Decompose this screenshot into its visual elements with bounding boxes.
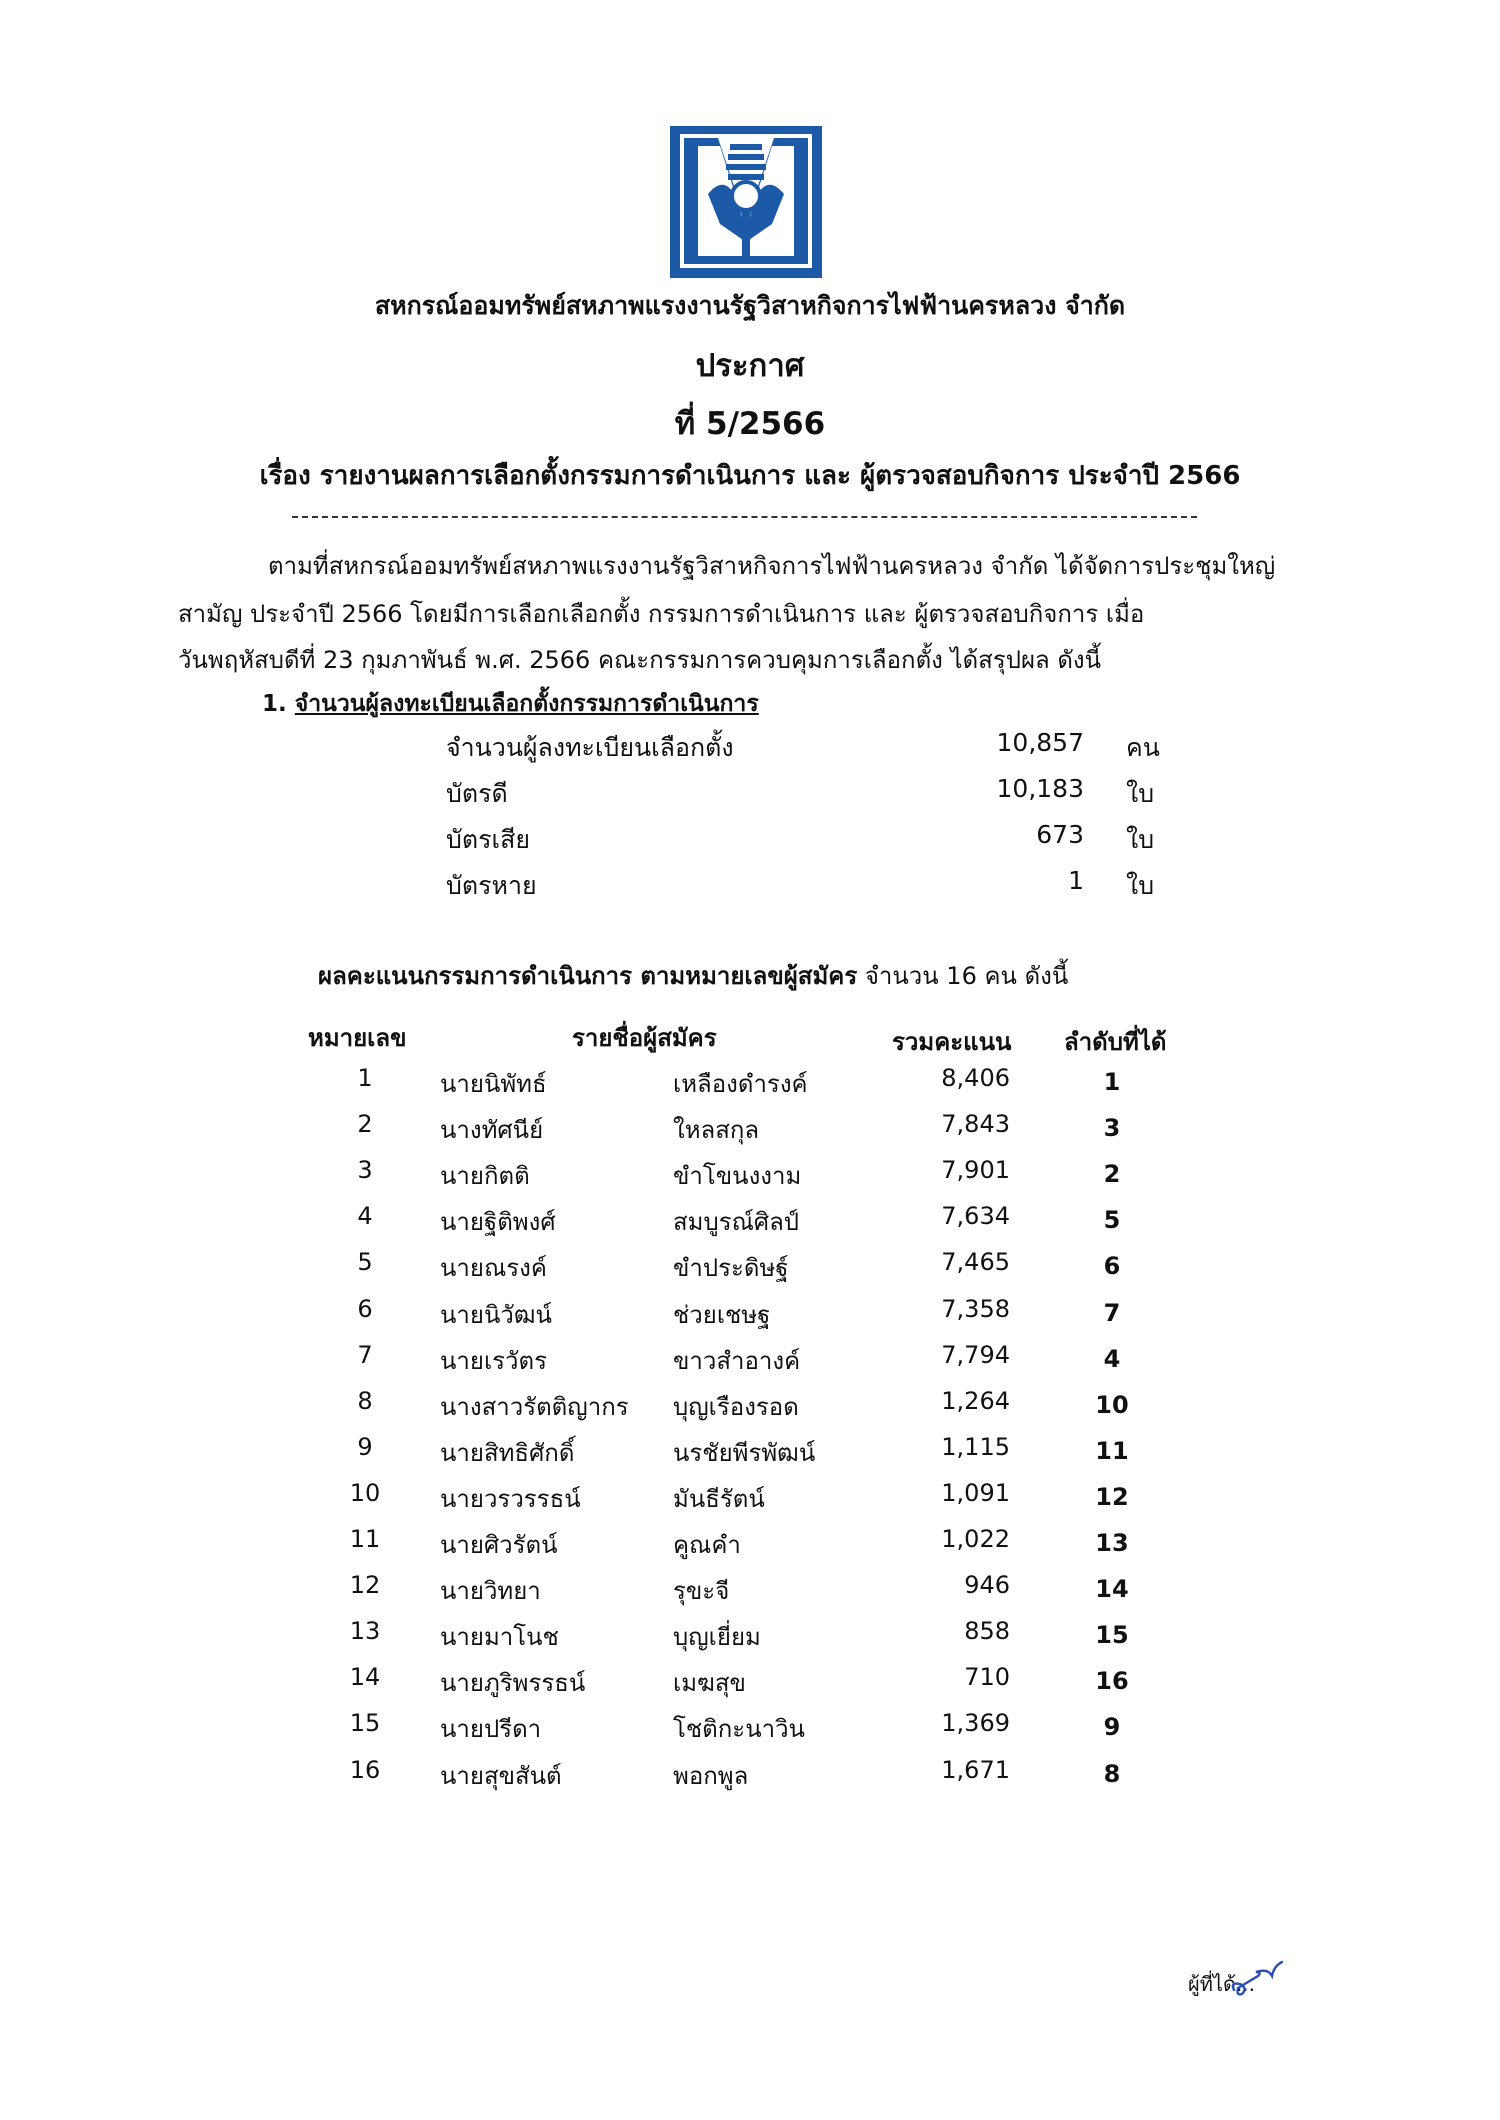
candidate-first-name: นายศิวรัตน์ bbox=[440, 1531, 558, 1559]
table-row bbox=[0, 1479, 1500, 1525]
cooperative-logo bbox=[668, 124, 824, 280]
table-row bbox=[0, 1295, 1500, 1341]
candidate-last-name: พอกพูล bbox=[673, 1761, 749, 1790]
candidate-first-name: นายภูริพรรธน์ bbox=[440, 1669, 586, 1698]
dashed-divider bbox=[292, 516, 1197, 518]
candidate-number: 15 bbox=[349, 1709, 381, 1738]
candidate-rank: 1 bbox=[1103, 1068, 1121, 1096]
candidate-first-name: นายปรีดา bbox=[440, 1715, 542, 1744]
candidate-number: 5 bbox=[357, 1248, 373, 1277]
organization-name: สหกรณ์ออมทรัพย์สหภาพแรงงานรัฐวิสาหกิจการไฟฟ้านครหลวง จำกัด bbox=[374, 291, 1126, 320]
candidate-score: 7,843 bbox=[941, 1110, 1010, 1139]
candidate-first-name: นายกิตติ bbox=[440, 1162, 530, 1191]
candidate-last-name: ช่วยเชษฐ bbox=[673, 1300, 771, 1329]
candidate-last-name: ขำประดิษฐ์ bbox=[673, 1254, 789, 1283]
candidate-last-name: เหลืองดำรงค์ bbox=[673, 1070, 808, 1098]
candidate-score: 7,794 bbox=[941, 1340, 1010, 1369]
candidate-rank: 16 bbox=[1095, 1667, 1129, 1696]
announcement-subject: เรื่อง รายงานผลการเลือกตั้งกรรมการดำเนินการ และ ผู้ตรวจสอบกิจการ ประจำปี 2566 bbox=[259, 461, 1241, 491]
table-row bbox=[0, 1064, 1500, 1110]
stat-label: บัตรเสีย bbox=[446, 825, 530, 854]
candidate-last-name: ขำโขนงงาม bbox=[673, 1162, 802, 1191]
candidate-first-name: นายมาโนช bbox=[440, 1623, 559, 1652]
candidate-last-name: เมฆสุข bbox=[673, 1669, 746, 1698]
candidate-first-name: นายฐิติพงศ์ bbox=[440, 1208, 556, 1237]
stat-unit: คน bbox=[1126, 733, 1160, 762]
signature-initials bbox=[1228, 1958, 1288, 2002]
candidate-last-name: บุญเยี่ยม bbox=[673, 1623, 761, 1652]
results-heading bbox=[318, 956, 1068, 995]
candidate-first-name: นายสิทธิศักดิ์ bbox=[440, 1438, 575, 1467]
candidate-rank: 14 bbox=[1095, 1575, 1129, 1604]
table-row bbox=[0, 1248, 1500, 1294]
stat-unit: ใบ bbox=[1126, 779, 1155, 808]
table-row bbox=[0, 1663, 1500, 1709]
candidate-score: 1,022 bbox=[941, 1525, 1010, 1553]
candidate-first-name: นายนิวัฒน์ bbox=[440, 1300, 552, 1329]
candidate-number: 13 bbox=[349, 1617, 381, 1646]
candidate-score: 7,901 bbox=[941, 1156, 1010, 1185]
cooperative-emblem-icon bbox=[668, 124, 824, 280]
body-line-1: ตามที่สหกรณ์ออมทรัพย์สหภาพแรงงานรัฐวิสาหกิจการไฟฟ้านครหลวง จำกัด ได้จัดการประชุมใหญ่ bbox=[268, 552, 1276, 580]
candidate-number: 14 bbox=[349, 1663, 381, 1692]
column-header-name: รายชื่อผู้สมัคร bbox=[572, 1024, 717, 1052]
candidate-rank: 12 bbox=[1095, 1482, 1129, 1511]
table-row bbox=[0, 1156, 1500, 1202]
candidate-first-name: นายวรวรรธน์ bbox=[440, 1484, 581, 1513]
candidate-last-name: ขาวสำอางค์ bbox=[673, 1346, 801, 1375]
candidate-score: 1,264 bbox=[941, 1386, 1010, 1415]
section-1-title: จำนวนผู้ลงทะเบียนเลือกตั้งกรรมการดำเนินการ bbox=[294, 691, 759, 717]
candidate-rank: 15 bbox=[1095, 1621, 1129, 1650]
candidate-number: 2 bbox=[357, 1110, 373, 1139]
stat-value: 10,183 bbox=[996, 774, 1084, 803]
stat-row-registered bbox=[0, 728, 1500, 774]
candidate-number: 10 bbox=[349, 1478, 381, 1507]
candidate-number: 1 bbox=[357, 1064, 373, 1092]
stat-label: จำนวนผู้ลงทะเบียนเลือกตั้ง bbox=[446, 733, 734, 762]
candidate-last-name: รุขะจี bbox=[673, 1577, 730, 1606]
candidate-score: 946 bbox=[964, 1571, 1010, 1600]
candidate-last-name: คูณคำ bbox=[673, 1531, 741, 1559]
stat-value: 673 bbox=[1036, 820, 1084, 849]
stat-row-invalid bbox=[0, 820, 1500, 866]
stat-unit: ใบ bbox=[1126, 871, 1155, 900]
table-row bbox=[0, 1617, 1500, 1663]
announcement-title: ประกาศ bbox=[695, 348, 805, 384]
candidate-score: 7,465 bbox=[941, 1248, 1010, 1277]
candidate-rank: 8 bbox=[1103, 1759, 1121, 1788]
continuation-text: ผู้ที่ได้... bbox=[1188, 1972, 1256, 1996]
candidate-number: 6 bbox=[357, 1294, 373, 1323]
stat-label: บัตรหาย bbox=[446, 871, 537, 900]
body-line-3: วันพฤหัสบดีที่ 23 กุมภาพันธ์ พ.ศ. 2566 คณะกรรมการควบคุมการเลือกตั้ง ได้สรุปผล ดังนี้ bbox=[178, 646, 1102, 674]
results-heading-rest: จำนวน 16 คน ดังนี้ bbox=[857, 962, 1069, 990]
column-header-score: รวมคะแนน bbox=[892, 1028, 1012, 1056]
candidate-rank: 2 bbox=[1103, 1160, 1121, 1189]
candidate-first-name: นางสาวรัตติญากร bbox=[440, 1392, 629, 1421]
candidate-number: 9 bbox=[357, 1432, 373, 1461]
section-1-number: 1. bbox=[262, 691, 287, 717]
announcement-number: ที่ 5/2566 bbox=[674, 406, 826, 442]
stat-row-valid bbox=[0, 774, 1500, 820]
candidate-first-name: นายเรวัตร bbox=[440, 1346, 547, 1375]
candidate-rank: 13 bbox=[1095, 1529, 1129, 1557]
candidate-rank: 3 bbox=[1103, 1114, 1121, 1143]
stat-label: บัตรดี bbox=[446, 779, 508, 808]
candidate-score: 8,406 bbox=[941, 1064, 1010, 1092]
candidate-score: 7,634 bbox=[941, 1202, 1010, 1231]
candidate-last-name: สมบูรณ์ศิลป์ bbox=[673, 1208, 800, 1237]
stat-row-lost bbox=[0, 866, 1500, 912]
column-header-rank: ลำดับที่ได้ bbox=[1064, 1028, 1167, 1056]
stat-value: 1 bbox=[1068, 866, 1084, 895]
body-line-2: สามัญ ประจำปี 2566 โดยมีการเลือกเลือกตั้ง กรรมการดำเนินการ และ ผู้ตรวจสอบกิจการ เมื่อ bbox=[178, 600, 1145, 628]
section-1-heading bbox=[262, 686, 759, 722]
candidate-score: 1,091 bbox=[941, 1478, 1010, 1507]
candidate-score: 710 bbox=[964, 1663, 1010, 1692]
candidate-number: 7 bbox=[357, 1340, 373, 1369]
candidate-last-name: บุญเรืองรอด bbox=[673, 1392, 799, 1421]
candidate-rank: 6 bbox=[1103, 1252, 1121, 1281]
table-row bbox=[0, 1756, 1500, 1802]
candidate-last-name: นรชัยพีรพัฒน์ bbox=[673, 1438, 816, 1467]
candidate-number: 11 bbox=[349, 1525, 381, 1553]
candidate-score: 7,358 bbox=[941, 1294, 1010, 1323]
table-row bbox=[0, 1387, 1500, 1433]
candidate-score: 1,671 bbox=[941, 1755, 1010, 1784]
table-row bbox=[0, 1202, 1500, 1248]
candidate-first-name: นางทัศนีย์ bbox=[440, 1116, 544, 1145]
table-row bbox=[0, 1571, 1500, 1617]
table-row bbox=[0, 1709, 1500, 1755]
candidate-rank: 4 bbox=[1103, 1344, 1121, 1373]
candidate-last-name: มันธีรัตน์ bbox=[673, 1484, 765, 1513]
candidate-number: 16 bbox=[349, 1755, 381, 1784]
candidate-first-name: นายณรงค์ bbox=[440, 1254, 547, 1283]
candidate-rank: 11 bbox=[1095, 1436, 1129, 1465]
handwritten-initials-icon bbox=[1228, 1958, 1288, 1998]
results-heading-bold: ผลคะแนนกรรมการดำเนินการ ตามหมายเลขผู้สมัคร bbox=[318, 962, 858, 990]
candidate-number: 8 bbox=[357, 1386, 373, 1415]
table-row bbox=[0, 1433, 1500, 1479]
candidate-first-name: นายวิทยา bbox=[440, 1577, 541, 1606]
candidate-first-name: นายนิพัทธ์ bbox=[440, 1070, 547, 1098]
candidate-score: 1,369 bbox=[941, 1709, 1010, 1738]
candidate-number: 4 bbox=[357, 1202, 373, 1231]
candidate-score: 1,115 bbox=[941, 1432, 1010, 1461]
column-header-number: หมายเลข bbox=[308, 1024, 407, 1052]
candidate-number: 12 bbox=[349, 1571, 381, 1600]
table-row bbox=[0, 1341, 1500, 1387]
candidate-score: 858 bbox=[964, 1617, 1010, 1646]
candidate-last-name: โชติกะนาวิน bbox=[673, 1715, 805, 1744]
table-row bbox=[0, 1110, 1500, 1156]
table-row bbox=[0, 1525, 1500, 1571]
candidate-rank: 9 bbox=[1103, 1713, 1121, 1742]
candidate-rank: 5 bbox=[1103, 1206, 1121, 1235]
candidate-last-name: ใหลสกุล bbox=[673, 1116, 760, 1145]
candidate-first-name: นายสุขสันต์ bbox=[440, 1761, 562, 1790]
stat-value: 10,857 bbox=[996, 728, 1084, 757]
stat-unit: ใบ bbox=[1126, 825, 1155, 854]
candidate-number: 3 bbox=[357, 1156, 373, 1185]
candidate-rank: 10 bbox=[1095, 1390, 1129, 1419]
candidate-rank: 7 bbox=[1103, 1298, 1121, 1327]
